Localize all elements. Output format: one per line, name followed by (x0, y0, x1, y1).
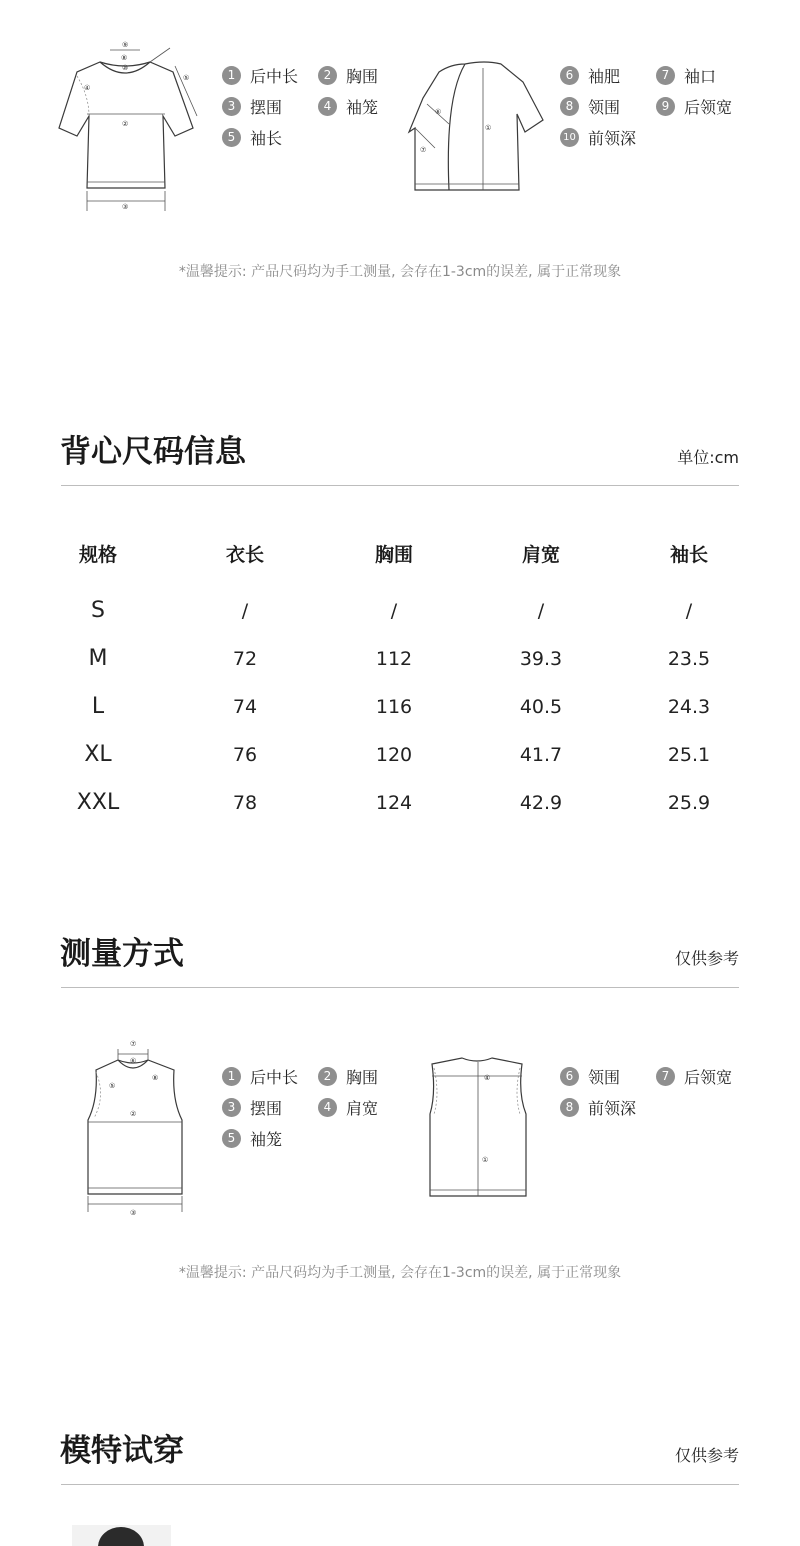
legend-label: 领围 (588, 97, 621, 117)
tee-front-mark-9: ⑨ (122, 41, 129, 49)
model-section-title: 模特试穿 (60, 1433, 184, 1469)
table-cell: 72 (232, 648, 258, 670)
model-hair (98, 1527, 144, 1546)
model-photo (72, 1525, 171, 1546)
size-unit: 单位:cm (677, 448, 739, 467)
tee-legend-item-9 (656, 95, 732, 117)
table-cell: M (88, 646, 108, 671)
table-cell: S (91, 598, 105, 623)
table-cell: / (390, 600, 398, 622)
measure-section-note: 仅供参考 (674, 949, 739, 968)
legend-label: 胸围 (346, 1067, 379, 1087)
model-section-note: 仅供参考 (674, 1446, 739, 1465)
tee-front-mark-2: ② (122, 120, 129, 128)
vest-back-mark-4: ④ (484, 1074, 491, 1082)
legend-label: 胸围 (346, 66, 379, 86)
legend-number: 3 (222, 97, 241, 116)
header-cell: 衣长 (225, 544, 264, 566)
table-cell: 25.1 (667, 744, 711, 766)
legend-number: 5 (222, 1129, 241, 1148)
tee-back-mark-6: ⑥ (435, 108, 442, 116)
legend-number: 4 (318, 1098, 337, 1117)
tee-legend-item-7 (656, 64, 716, 86)
vest-legend-item-8 (560, 1096, 636, 1118)
tee-back-mark-7: ⑦ (420, 146, 427, 154)
legend-number: 8 (560, 97, 579, 116)
vest-legend-item-5 (222, 1127, 282, 1149)
legend-label: 袖肥 (588, 66, 621, 86)
vest-front-mark-2: ② (130, 1110, 137, 1118)
legend-number: 7 (656, 1067, 675, 1086)
legend-label: 后领宽 (684, 1067, 733, 1087)
legend-number: 1 (222, 66, 241, 85)
table-cell: 40.5 (519, 696, 563, 718)
vest-front-mark-6: ⑥ (130, 1057, 137, 1065)
legend-label: 袖笼 (250, 1129, 283, 1149)
vest-back-diagram (422, 1054, 532, 1200)
table-cell: XL (84, 742, 112, 767)
legend-label: 前领深 (588, 128, 637, 148)
table-cell: L (91, 694, 105, 719)
table-cell: / (241, 600, 249, 622)
legend-label: 领围 (588, 1067, 621, 1087)
legend-number: 2 (318, 66, 337, 85)
tee-front-mark-8: ⑧ (121, 54, 128, 62)
tee-front-diagram (55, 36, 215, 216)
header-cell: 规格 (78, 544, 117, 566)
measure-section-divider (61, 987, 739, 988)
legend-number: 9 (656, 97, 675, 116)
tee-legend-item-2 (318, 64, 378, 86)
legend-label: 肩宽 (346, 1098, 379, 1118)
tee-legend-item-6 (560, 64, 620, 86)
table-cell: 124 (375, 792, 413, 814)
legend-number: 6 (560, 66, 579, 85)
measure-section-title: 测量方式 (60, 936, 184, 972)
table-cell: 25.9 (667, 792, 711, 814)
tee-legend-item-8 (560, 95, 620, 117)
vest-front-diagram (80, 1036, 190, 1221)
legend-label: 袖口 (684, 66, 717, 86)
size-section-divider (61, 485, 739, 486)
legend-label: 袖长 (250, 128, 283, 148)
table-cell: 78 (232, 792, 258, 814)
tee-legend-item-5 (222, 126, 282, 148)
tee-legend-item-3 (222, 95, 282, 117)
header-cell: 胸围 (374, 544, 413, 566)
table-cell: 39.3 (519, 648, 563, 670)
vest-back-mark-1: ① (482, 1156, 489, 1164)
header-cell: 肩宽 (521, 544, 560, 566)
tee-legend-item-4 (318, 95, 378, 117)
table-cell: 120 (375, 744, 413, 766)
vest-legend-item-6 (560, 1065, 620, 1087)
legend-number: 2 (318, 1067, 337, 1086)
table-cell: XXL (76, 790, 120, 815)
measurement-note: *温馨提示: 产品尺码均为手工测量, 会存在1-3cm的误差, 属于正常现象 (178, 1265, 622, 1281)
measurement-note: *温馨提示: 产品尺码均为手工测量, 会存在1-3cm的误差, 属于正常现象 (178, 264, 622, 280)
vest-front-mark-3: ③ (130, 1209, 137, 1217)
table-cell: / (685, 600, 693, 622)
legend-label: 后领宽 (684, 97, 733, 117)
table-cell: 76 (232, 744, 258, 766)
table-cell: / (537, 600, 545, 622)
table-cell: 42.9 (519, 792, 563, 814)
model-section-divider (61, 1484, 739, 1485)
table-cell: 112 (375, 648, 413, 670)
header-cell: 袖长 (669, 544, 708, 566)
tee-front-mark-3: ③ (122, 203, 129, 211)
table-cell: 74 (232, 696, 258, 718)
vest-legend-item-1 (222, 1065, 298, 1087)
vest-legend-item-3 (222, 1096, 282, 1118)
vest-legend-item-4 (318, 1096, 378, 1118)
size-section-title: 背心尺码信息 (60, 434, 246, 470)
tee-back-diagram (405, 58, 550, 198)
legend-label: 前领深 (588, 1098, 637, 1118)
legend-number: 3 (222, 1098, 241, 1117)
vest-front-mark-5: ⑤ (109, 1082, 116, 1090)
legend-label: 后中长 (250, 66, 299, 86)
legend-number: 7 (656, 66, 675, 85)
tee-back-mark-1: ① (485, 124, 492, 132)
tee-legend-item-10 (560, 126, 636, 148)
legend-number: 6 (560, 1067, 579, 1086)
legend-number: 8 (560, 1098, 579, 1117)
vest-legend-item-2 (318, 1065, 378, 1087)
tee-front-mark-5: ⑤ (183, 74, 190, 82)
legend-label: 后中长 (250, 1067, 299, 1087)
legend-number: 10 (560, 128, 579, 147)
table-cell: 41.7 (519, 744, 563, 766)
vest-legend-item-7 (656, 1065, 732, 1087)
table-cell: 24.3 (667, 696, 711, 718)
tee-front-mark-10: ⑩ (122, 64, 129, 72)
legend-label: 摆围 (250, 97, 283, 117)
tee-legend-item-1 (222, 64, 298, 86)
legend-label: 袖笼 (346, 97, 379, 117)
legend-number: 1 (222, 1067, 241, 1086)
legend-number: 4 (318, 97, 337, 116)
table-cell: 116 (375, 696, 413, 718)
tee-front-mark-4: ④ (84, 84, 91, 92)
legend-number: 5 (222, 128, 241, 147)
legend-label: 摆围 (250, 1098, 283, 1118)
vest-front-mark-7: ⑦ (130, 1040, 137, 1048)
table-cell: 23.5 (667, 648, 711, 670)
vest-front-mark-8: ⑧ (152, 1074, 159, 1082)
